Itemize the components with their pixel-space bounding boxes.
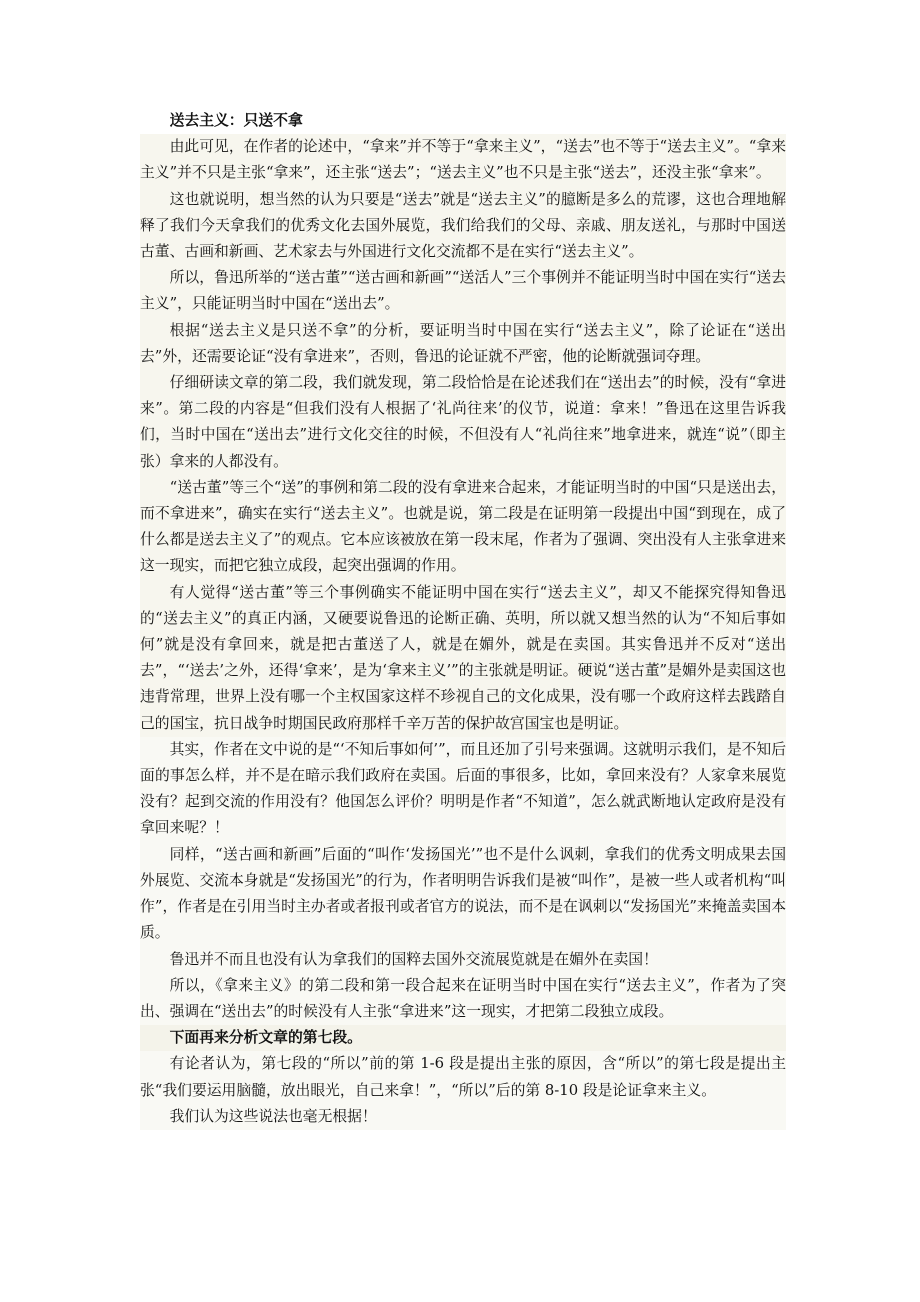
paragraph: 鲁迅并不而且也没有认为拿我们的国粹去国外交流展览就是在媚外在卖国！ [140,947,786,973]
paragraph: 根据“送去主义是只送不拿”的分析，要证明当时中国在实行“送去主义”，除了论证在“送出去”外，还需要论证“没有拿进来”，否则，鲁迅的论证就不严密，他的论断就强词夺理。 [140,318,786,370]
paragraph: 仔细研读文章的第二段，我们就发现，第二段恰恰是在论述我们在“送出去”的时候，没有“拿进来”。第二段的内容是“但我们没有人根据了‘礼尚往来’的仪节，说道：拿来！”鲁迅在这里告诉我们，当时中国在“送出去”进行文化交往的时候，不但没有人“礼尚往来”地拿进来，就连“说”（即主张）拿来的人都没有。 [140,370,786,475]
section-heading: 下面再来分析文章的第七段。 [140,1025,786,1051]
section-heading: 送去主义：只送不拿 [169,112,303,129]
paragraph: 由此可见，在作者的论述中，“拿来”并不等于“拿来主义”，“送去”也不等于“送去主义”。“拿来主义”并不只是主张“拿来”，还主张“送去”；“送去主义”也不只是主张“送去”，还没主张“拿来”。 [140,134,786,186]
paragraph: “送古董”等三个“送”的事例和第二段的没有拿进来合起来，才能证明当时的中国“只是送出去，而不拿进来”，确实在实行“送去主义”。也就是说，第二段是在证明第一段提出中国“到现在，成了什么都是送去主义了”的观点。它本应该被放在第一段末尾，作者为了强调、突出没有人主张拿进来这一现实，而把它独立成段，起突出强调的作用。 [140,475,786,580]
paragraph: 有人觉得“送古董”等三个事例确实不能证明中国在实行“送去主义”，却又不能探究得知鲁迅的“送去主义”的真正内涵，又硬要说鲁迅的论断正确、英明，所以就又想当然的认为“不知后事如何”就是没有拿回来，就是把古董送了人，就是在媚外，就是在卖国。其实鲁迅并不反对“送出去”，“‘送去’之外，还得‘拿来’，是为‘拿来主义’”的主张就是明证。硬说“送古董”是媚外是卖国这也违背常理，世界上没有哪一个主权国家这样不珍视自己的文化成果，没有哪一个政府这样去践踏自己的国宝，抗日战争时期国民政府那样千辛万苦的保护故宫国宝也是明证。 [140,580,786,737]
paragraph: 这也就说明，想当然的认为只要是“送去”就是“送去主义”的臆断是多么的荒谬，这也合理地解释了我们今天拿我们的优秀文化去国外展览，我们给我们的父母、亲戚、朋友送礼，与那时中国送古董、古画和新画、艺术家去与外国进行文化交流都不是在实行“送去主义”。 [140,187,786,266]
paragraph: 其实，作者在文中说的是“‘不知后事如何’”，而且还加了引号来强调。这就明示我们，是不知后面的事怎么样，并不是在暗示我们政府在卖国。后面的事很多，比如，拿回来没有？人家拿来展览没有？起到交流的作用没有？他国怎么评价？明明是作者“不知道”，怎么就武断地认定政府是没有拿回来呢？！ [140,737,786,842]
document-body [140,108,786,1130]
paragraph: 我们认为这些说法也毫无根据！ [140,1104,786,1130]
paragraph: 所以，鲁迅所举的“送古董”“送古画和新画”“送活人”三个事例并不能证明当时中国在实行“送去主义”，只能证明当时中国在“送出去”。 [140,265,786,317]
paragraph: 有论者认为，第七段的“所以”前的第 1-6 段是提出主张的原因，含“所以”的第七段是提出主张“我们要运用脑髓，放出眼光，自己来拿！”，“所以”后的第 8-10 段是论证拿来主义。 [140,1051,786,1103]
paragraph: 所以，《拿来主义》的第二段和第一段合起来在证明当时中国在实行“送去主义”，作者为了突出、强调在“送出去”的时候没有人主张“拿进来”这一现实，才把第二段独立成段。 [140,973,786,1025]
paragraph: 同样，“送古画和新画”后面的“叫作‘发扬国光’”也不是什么讽刺，拿我们的优秀文明成果去国外展览、交流本身就是“发扬国光”的行为，作者明明告诉我们是被“叫作”，是被一些人或者机构“叫作”，作者是在引用当时主办者或者报刊或者官方的说法，而不是在讽刺以“发扬国光”来掩盖卖国本质。 [140,842,786,947]
